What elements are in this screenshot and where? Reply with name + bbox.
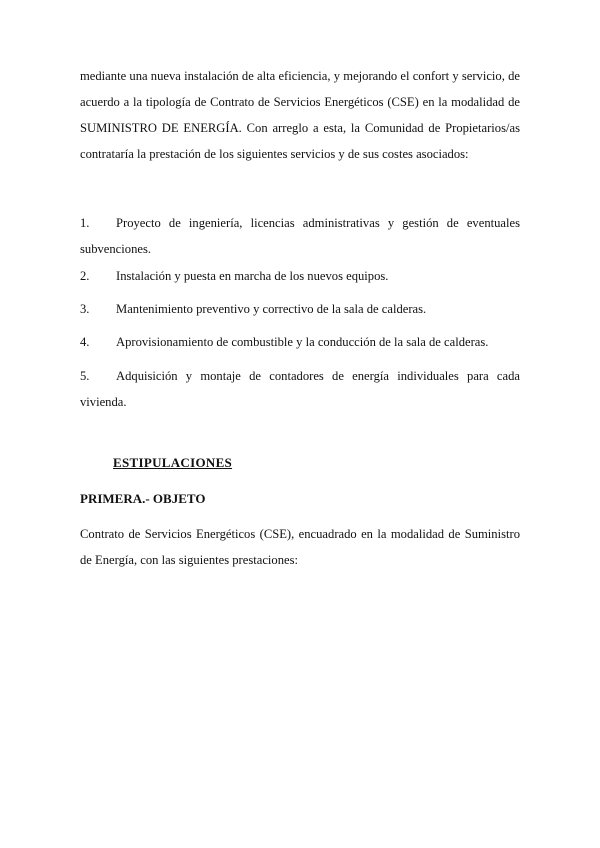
service-number: 5. — [80, 369, 90, 383]
service-item-3 — [80, 296, 520, 322]
stipulations-heading: ESTIPULACIONES — [113, 455, 233, 470]
service-number: 4. — [80, 335, 90, 349]
intro-paragraph: mediante una nueva instalación de alta eficiencia, y mejorando el confort y servicio, de acuerdo a la tipología de Contrato de Servicios Energéticos (CSE) en la modalidad de SUMINISTRO DE ENERGÍA. Con arreglo a esta, la Comunidad de Propietarios/as contrataría la prestación de los siguientes servicios y de sus costes asociados: — [80, 69, 520, 161]
first-clause-heading: PRIMERA.- OBJETO — [80, 491, 206, 506]
service-text: Instalación y puesta en marcha de los nuevos equipos. — [116, 269, 389, 283]
service-text: Proyecto de ingeniería, licencias administrativas y gestión de eventuales subvenciones. — [80, 216, 520, 256]
service-item-5 — [80, 363, 520, 415]
service-item-1 — [80, 210, 520, 262]
service-item-4 — [80, 329, 520, 355]
service-text: Adquisición y montaje de contadores de energía individuales para cada vivienda. — [80, 369, 520, 409]
first-clause-text: Contrato de Servicios Energéticos (CSE), encuadrado en la modalidad de Suministro de Energía, con las siguientes prestaciones: — [80, 527, 520, 567]
service-text: Mantenimiento preventivo y correctivo de la sala de calderas. — [116, 302, 427, 316]
service-number: 2. — [80, 269, 90, 283]
service-item-2 — [80, 263, 520, 289]
service-text: Aprovisionamiento de combustible y la conducción de la sala de calderas. — [116, 335, 489, 349]
service-number: 3. — [80, 302, 90, 316]
service-number: 1. — [80, 216, 90, 230]
